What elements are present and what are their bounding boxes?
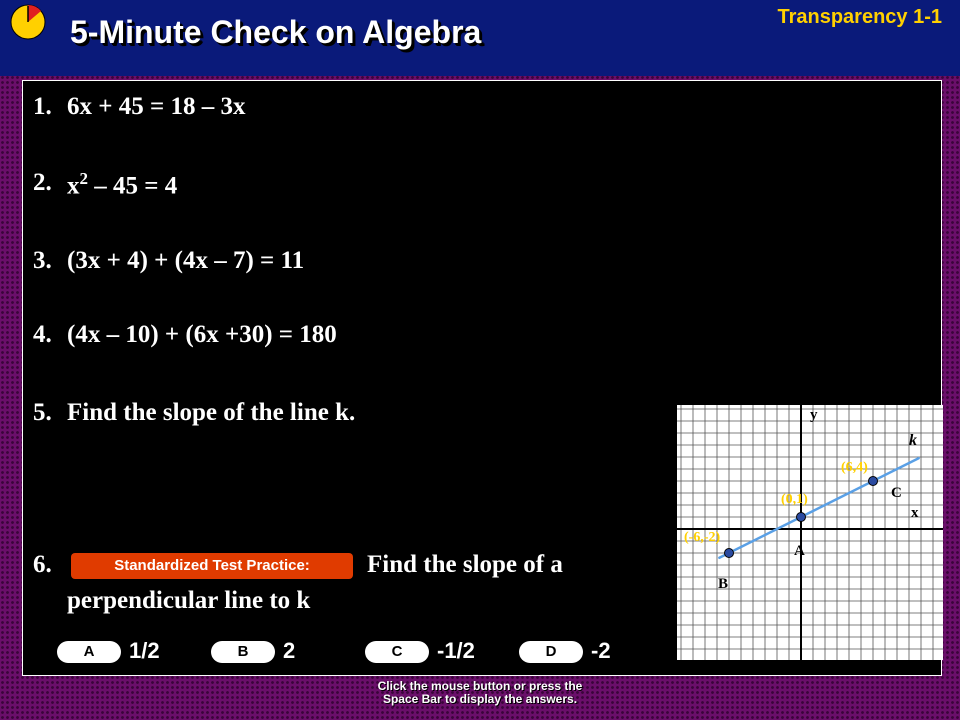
problem-number: 2. <box>33 169 52 196</box>
choice-letter-b[interactable]: B <box>211 641 275 663</box>
point-a <box>797 513 806 522</box>
line-k-label: k <box>909 432 917 449</box>
choice-value-c: -1/2 <box>437 638 475 663</box>
footer-instructions <box>0 680 960 706</box>
point-a-letter: A <box>794 543 805 559</box>
transparency-label: Transparency 1-1 <box>777 6 942 28</box>
problem-number: 6. <box>33 551 52 578</box>
point-c-letter: C <box>891 485 902 501</box>
problems-panel <box>22 80 942 676</box>
y-axis-label: y <box>810 407 818 423</box>
point-c-coord: (6,4) <box>841 460 868 475</box>
problem-text <box>67 169 177 200</box>
coordinate-graph <box>677 405 943 660</box>
point-b-letter: B <box>718 576 729 592</box>
problem-text: 6x + 45 = 18 – 3x <box>67 93 246 120</box>
footer-line-1: Click the mouse button or press the <box>377 679 583 693</box>
problem-number: 4. <box>33 321 52 348</box>
point-c <box>869 477 878 486</box>
problem-number: 1. <box>33 93 52 120</box>
choice-value-a: 1/2 <box>129 638 160 663</box>
problem-text: Find the slope of a <box>367 551 563 578</box>
footer-line-2: Space Bar to display the answers. <box>382 692 578 706</box>
problem-text-rest: – 45 = 4 <box>88 172 178 200</box>
choice-letter-d[interactable]: D <box>519 641 583 663</box>
header-bar <box>0 0 960 76</box>
exponent: 2 <box>79 169 88 188</box>
problem-text: Find the slope of the line k. <box>67 399 356 426</box>
point-b-coord: (-6,-2) <box>684 530 721 545</box>
problem-number: 5. <box>33 399 52 426</box>
choice-letter-a[interactable]: A <box>57 641 121 663</box>
problem-text: (3x + 4) + (4x – 7) = 11 <box>67 247 305 274</box>
point-a-coord: (0,1) <box>781 492 808 507</box>
standardized-test-badge: Standardized Test Practice: <box>71 553 353 579</box>
page-title: 5-Minute Check on Algebra <box>70 14 482 50</box>
choice-value-d: -2 <box>591 638 611 663</box>
choice-letter-c[interactable]: C <box>365 641 429 663</box>
x-axis-label: x <box>911 505 919 521</box>
problem-text: (4x – 10) + (6x +30) = 180 <box>67 321 337 348</box>
problem-number: 3. <box>33 247 52 274</box>
problem-text-line2: perpendicular line to k <box>67 587 311 614</box>
clock-icon <box>8 2 48 42</box>
point-b <box>725 549 734 558</box>
choice-value-b: 2 <box>283 638 296 663</box>
problem-text-base: x <box>67 172 80 200</box>
